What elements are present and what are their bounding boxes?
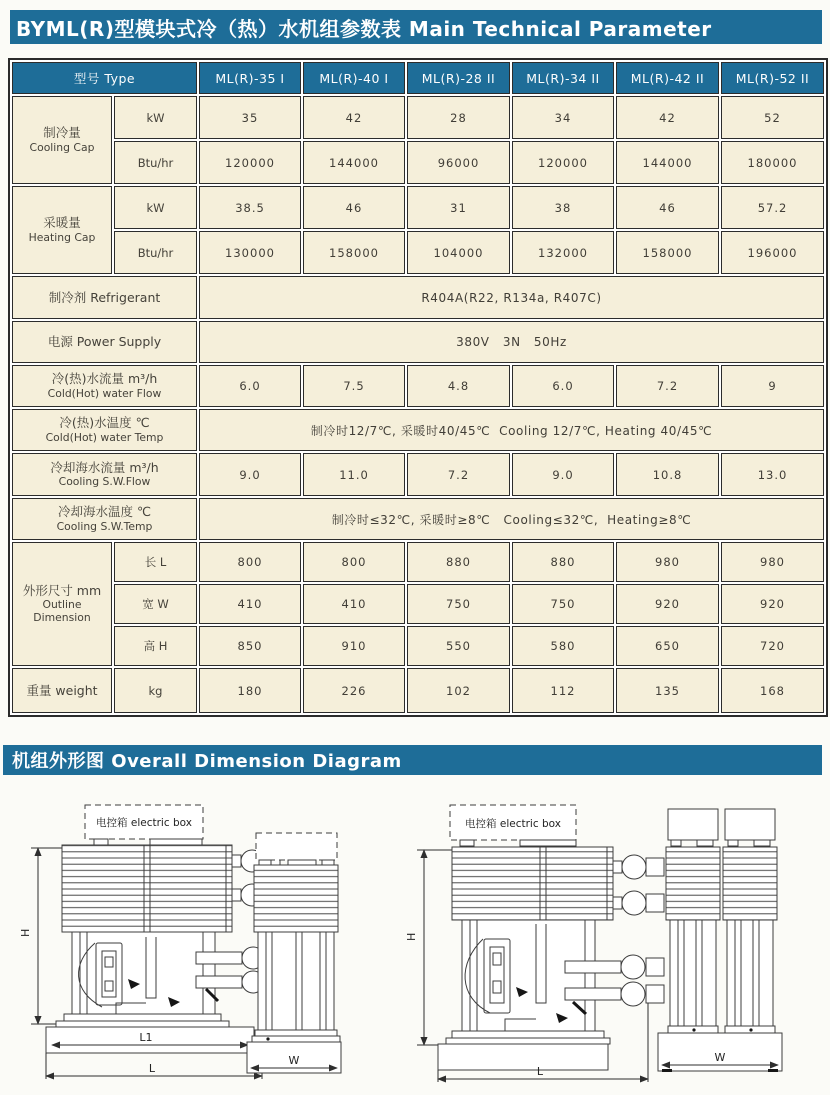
table-cell: 13.0: [721, 453, 824, 496]
unit-cell: kg: [114, 668, 197, 713]
table-cell: 7.2: [616, 365, 719, 407]
table-cell: 7.2: [407, 453, 510, 496]
heating-cap-label-en: Heating Cap: [28, 230, 96, 244]
table-cell: 800: [303, 542, 405, 582]
main-title-bar: [10, 10, 822, 44]
table-row: [12, 626, 824, 666]
table-cell: 28: [407, 96, 510, 139]
table-cell: 920: [721, 584, 824, 624]
outline-dimension-label-en: Outline Dimension: [33, 598, 91, 625]
table-cell: 180: [199, 668, 301, 713]
table-cell: 135: [616, 668, 719, 713]
table-cell: 46: [616, 186, 719, 229]
table-cell: 750: [407, 584, 510, 624]
table-row: [12, 365, 824, 407]
table-cell: 980: [616, 542, 719, 582]
table-cell: 130000: [199, 231, 301, 274]
section-title-bar: [3, 745, 822, 775]
row-label-cooling-cap: [12, 96, 112, 184]
water-flow-label-en: Cold(Hot) water Flow: [47, 386, 162, 400]
table-cell: 102: [407, 668, 510, 713]
water-flow-label-cn: 冷(热)水流量 m³/h: [51, 371, 158, 387]
parameter-table: [8, 58, 828, 717]
table-cell: 34: [512, 96, 614, 139]
table-cell: 880: [407, 542, 510, 582]
row-label-sw-flow: [12, 453, 197, 496]
table-cell: 11.0: [303, 453, 405, 496]
table-row: [12, 321, 824, 363]
table-cell: 226: [303, 668, 405, 713]
table-cell: 4.8: [407, 365, 510, 407]
table-cell: 650: [616, 626, 719, 666]
table-cell: 180000: [721, 141, 824, 184]
sw-temp-value: 制冷时≤32℃, 采暖时≥8℃ Cooling≤32℃, Heating≥8℃: [199, 498, 824, 540]
col-header-model-1: ML(R)-35 I: [199, 62, 301, 94]
table-cell: 158000: [616, 231, 719, 274]
table-row: [12, 96, 824, 139]
table-cell: 46: [303, 186, 405, 229]
dim-label-l1: L1: [139, 1031, 153, 1044]
refrigerant-value: R404A(R22, R134a, R407C): [199, 276, 824, 319]
table-cell: 144000: [616, 141, 719, 184]
base-plate: [438, 1044, 608, 1070]
table-cell: 9: [721, 365, 824, 407]
col-header-model-5: ML(R)-42 II: [616, 62, 719, 94]
right-unit-front-view: [405, 805, 664, 1082]
electric-box-label: 电控箱 electric box: [465, 818, 561, 830]
table-cell: 910: [303, 626, 405, 666]
table-row: [12, 186, 824, 229]
table-cell: 880: [512, 542, 614, 582]
table-row: [12, 542, 824, 582]
sw-flow-label-cn: 冷却海水流量 m³/h: [50, 459, 159, 475]
unit-cell: kW: [114, 96, 197, 139]
page-title: BYML(R)型模块式冷（热）水机组参数表 Main Technical Parameter: [16, 16, 712, 41]
dimension-diagram-svg: [0, 791, 830, 1091]
table-header-row: [12, 62, 824, 94]
unit-cell: 长 L: [114, 542, 197, 582]
table-cell: 144000: [303, 141, 405, 184]
unit-cell: Btu/hr: [114, 231, 197, 274]
col-header-type: 型号 Type: [12, 62, 197, 94]
row-label-weight: 重量 weight: [12, 668, 112, 713]
sw-temp-label-en: Cooling S.W.Temp: [56, 519, 153, 533]
table-cell: 52: [721, 96, 824, 139]
dim-label-w: W: [288, 1054, 300, 1067]
table-cell: 31: [407, 186, 510, 229]
table-cell: 9.0: [512, 453, 614, 496]
table-row: [12, 498, 824, 540]
condenser-fin-block: [452, 847, 613, 920]
table-cell: 120000: [199, 141, 301, 184]
table-cell: 850: [199, 626, 301, 666]
sw-flow-label-en: Cooling S.W.Flow: [58, 475, 151, 489]
cooling-cap-label-cn: 制冷量: [43, 125, 81, 141]
row-label-water-flow: [12, 365, 197, 407]
table-row: [12, 453, 824, 496]
dim-label-l: L: [536, 1065, 544, 1078]
table-cell: 96000: [407, 141, 510, 184]
table-cell: 42: [303, 96, 405, 139]
table-cell: 720: [721, 626, 824, 666]
table-cell: 410: [199, 584, 301, 624]
overall-dimension-diagrams: [0, 791, 830, 1095]
table-cell: 10.8: [616, 453, 719, 496]
table-cell: 750: [512, 584, 614, 624]
table-cell: 6.0: [512, 365, 614, 407]
row-label-refrigerant: 制冷剂 Refrigerant: [12, 276, 197, 319]
table-cell: 920: [616, 584, 719, 624]
col-header-model-4: ML(R)-34 II: [512, 62, 614, 94]
table-row: [12, 584, 824, 624]
table-cell: 580: [512, 626, 614, 666]
dim-label-w: W: [714, 1051, 726, 1064]
left-unit-side-view: [247, 833, 341, 1073]
table-cell: 410: [303, 584, 405, 624]
row-label-water-temp: [12, 409, 197, 451]
left-unit-front-view: [19, 805, 281, 1079]
table-cell: 550: [407, 626, 510, 666]
row-label-outline-dimension: [12, 542, 112, 666]
right-unit-side-view: [658, 809, 782, 1072]
unit-cell: kW: [114, 186, 197, 229]
col-header-model-3: ML(R)-28 II: [407, 62, 510, 94]
table-row: [12, 276, 824, 319]
table-cell: 6.0: [199, 365, 301, 407]
table-cell: 196000: [721, 231, 824, 274]
table-row: [12, 409, 824, 451]
table-cell: 120000: [512, 141, 614, 184]
water-temp-label-en: Cold(Hot) water Temp: [45, 430, 164, 444]
table-cell: 38: [512, 186, 614, 229]
power-supply-value: 380V 3N 50Hz: [199, 321, 824, 363]
unit-cell: 高 H: [114, 626, 197, 666]
table-row: [12, 668, 824, 713]
table-cell: 7.5: [303, 365, 405, 407]
row-label-power-supply: 电源 Power Supply: [12, 321, 197, 363]
condenser-fin-block: [62, 845, 232, 932]
pipe-connectors-upper: [613, 855, 664, 915]
dim-label-h: H: [405, 932, 418, 941]
row-label-sw-temp: [12, 498, 197, 540]
section-title: 机组外形图 Overall Dimension Diagram: [12, 751, 402, 772]
sw-temp-label-cn: 冷却海水温度 ℃: [57, 504, 151, 520]
table-cell: 35: [199, 96, 301, 139]
water-temp-value: 制冷时12/7℃, 采暖时40/45℃ Cooling 12/7℃, Heating 40/45℃: [199, 409, 824, 451]
table-cell: 168: [721, 668, 824, 713]
table-cell: 57.2: [721, 186, 824, 229]
dim-label-h: H: [19, 928, 32, 937]
table-cell: 980: [721, 542, 824, 582]
cooling-cap-label-en: Cooling Cap: [29, 140, 95, 154]
table-cell: 42: [616, 96, 719, 139]
table-cell: 104000: [407, 231, 510, 274]
outline-dimension-label-cn: 外形尺寸 mm: [22, 582, 102, 598]
table-cell: 38.5: [199, 186, 301, 229]
electric-box-label: 电控箱 electric box: [96, 817, 192, 829]
unit-frame: [462, 920, 595, 1031]
dim-label-l: L: [148, 1062, 156, 1075]
col-header-model-2: ML(R)-40 I: [303, 62, 405, 94]
table-cell: 800: [199, 542, 301, 582]
table-cell: 112: [512, 668, 614, 713]
col-header-model-6: ML(R)-52 II: [721, 62, 824, 94]
table-row: [12, 231, 824, 274]
table-cell: 158000: [303, 231, 405, 274]
water-temp-label-cn: 冷(热)水温度 ℃: [59, 415, 150, 431]
unit-cell: 宽 W: [114, 584, 197, 624]
table-row: [12, 141, 824, 184]
heating-cap-label-cn: 采暖量: [43, 215, 81, 231]
unit-cell: Btu/hr: [114, 141, 197, 184]
row-label-heating-cap: [12, 186, 112, 274]
table-cell: 9.0: [199, 453, 301, 496]
table-cell: 132000: [512, 231, 614, 274]
